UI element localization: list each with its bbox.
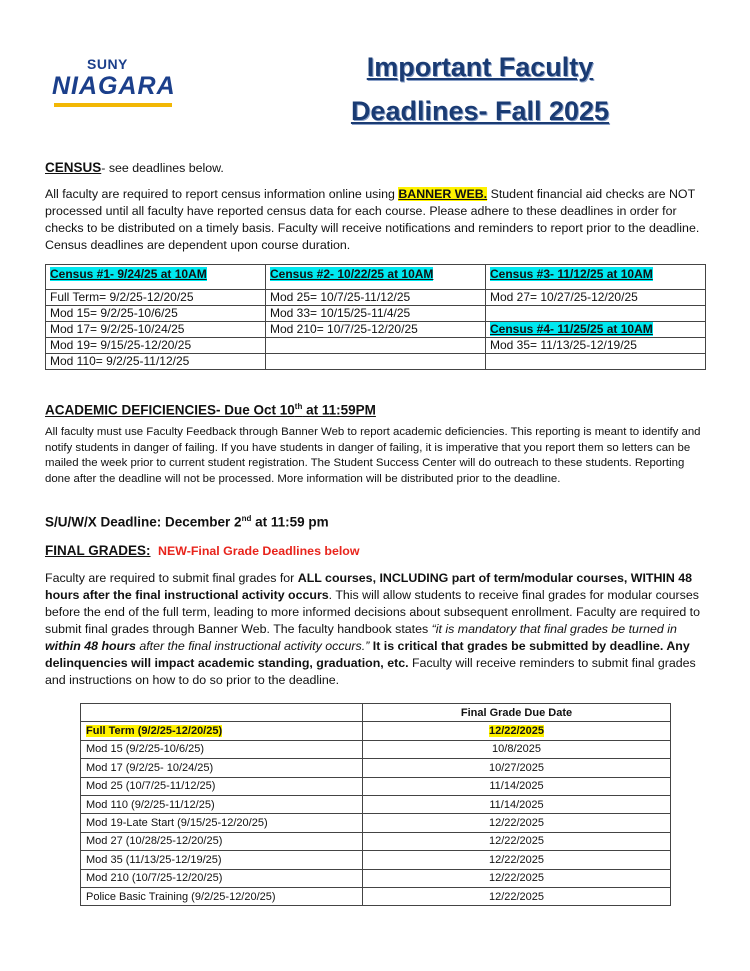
academic-deficiencies-heading — [45, 402, 376, 418]
table-header-empty — [81, 704, 363, 722]
table-row — [46, 290, 706, 306]
term-cell — [81, 722, 363, 740]
census3-label: Census #3- 11/12/25 at 10AM — [490, 267, 653, 281]
census-col3-header — [486, 265, 706, 290]
table-cell: Mod 110= 9/2/25-11/12/25 — [46, 354, 266, 370]
due-cell: 10/8/2025 — [363, 740, 671, 758]
table-cell — [266, 354, 486, 370]
table-cell: Mod 210= 10/7/25-12/20/25 — [266, 322, 486, 338]
final-b1: ALL courses, INCLUDING part of term/modular courses, WITHIN 48 hours after the final instructional activity occurs — [45, 571, 693, 602]
banner-web-highlight: BANNER WEB. — [398, 187, 488, 201]
census-heading-suffix: - see deadlines below. — [101, 161, 224, 175]
term-cell: Mod 35 (11/13/25-12/19/25) — [81, 851, 363, 869]
final-grades-paragraph — [45, 570, 710, 689]
table-cell — [266, 338, 486, 354]
table-cell: Mod 19= 9/15/25-12/20/25 — [46, 338, 266, 354]
census-paragraph — [45, 186, 710, 254]
new-final-grade-note: NEW-Final Grade Deadlines below — [158, 544, 360, 558]
term-cell: Mod 25 (10/7/25-11/12/25) — [81, 777, 363, 795]
final-grade-due-table — [80, 703, 671, 906]
census-heading — [45, 160, 224, 175]
table-row — [81, 759, 671, 777]
table-cell: Mod 33= 10/15/25-11/4/25 — [266, 306, 486, 322]
census-heading-label: CENSUS — [45, 160, 102, 175]
table-row — [46, 306, 706, 322]
final-i1: “it is mandatory that final grades be turned in — [431, 622, 677, 636]
table-row — [81, 814, 671, 832]
due-cell: 12/22/2025 — [363, 869, 671, 887]
term-cell: Mod 210 (10/7/25-12/20/25) — [81, 869, 363, 887]
term-cell: Police Basic Training (9/2/25-12/20/25) — [81, 887, 363, 905]
table-cell: Mod 17= 9/2/25-10/24/25 — [46, 322, 266, 338]
term-cell: Mod 19-Late Start (9/15/25-12/20/25) — [81, 814, 363, 832]
census-para-part2: Student financial aid checks are NOT processed until all faculty have reported census data for each course. Please adhere to these deadlines in order for checks to be distributed on a timely basis. Faculty will receive notifications and reminders to report prior to the deadline. Census deadlines are dependent upon course duration. — [45, 187, 700, 252]
suwx-deadline-heading — [45, 514, 329, 530]
table-cell: Full Term= 9/2/25-12/20/25 — [46, 290, 266, 306]
table-row — [81, 887, 671, 905]
logo-underline-bar — [54, 103, 172, 107]
table-row — [81, 795, 671, 813]
academic-heading-sup: th — [294, 402, 303, 411]
academic-heading-b: at 11:59PM — [302, 402, 376, 418]
suny-niagara-logo — [52, 56, 177, 112]
page-title-line1: Important Faculty — [366, 52, 594, 82]
due-cell: 12/22/2025 — [363, 887, 671, 905]
table-cell — [486, 354, 706, 370]
census1-label: Census #1- 9/24/25 at 10AM — [50, 267, 207, 281]
table-row — [81, 777, 671, 795]
census4-header-cell — [486, 322, 706, 338]
term-cell: Mod 27 (10/28/25-12/20/25) — [81, 832, 363, 850]
suwx-heading-sup: nd — [241, 514, 252, 523]
final-b2: It is critical that grades be submitted by deadline. Any delinquencies will impact academic standing, graduation, etc. — [45, 639, 690, 670]
academic-heading-a: ACADEMIC DEFICIENCIES- Due Oct 10 — [45, 402, 295, 418]
due-cell: 11/14/2025 — [363, 777, 671, 795]
final-ib: within 48 hours — [45, 639, 136, 653]
term-cell: Mod 15 (9/2/25-10/6/25) — [81, 740, 363, 758]
table-row — [81, 832, 671, 850]
table-cell: Mod 35= 11/13/25-12/19/25 — [486, 338, 706, 354]
census-deadlines-table — [45, 264, 706, 370]
due-cell: 12/22/2025 — [363, 832, 671, 850]
table-row — [46, 354, 706, 370]
academic-paragraph: All faculty must use Faculty Feedback through Banner Web to report academic deficiencies. This reporting is meant to identify and notify students in danger of failing. If you have students in danger of failing, it is imperative that you report them so letters can be mailed the week prior to current student registration. The Student Success Center will do outreach to these students. Reporting done after the deadline will not be processed. More information will be distributed prior to the deadline. — [45, 426, 701, 485]
final-i2: after the final instructional activity occurs.” — [135, 639, 370, 653]
final-grades-label: FINAL GRADES: — [45, 543, 151, 558]
table-cell: Mod 27= 10/27/25-12/20/25 — [486, 290, 706, 306]
final-p1: Faculty are required to submit final grades for — [45, 571, 298, 585]
full-term-due-highlight: 12/22/2025 — [488, 725, 545, 738]
table-row — [81, 722, 671, 740]
final-p3: Faculty will receive reminders to submit final grades and instructions on how to do so prior to the deadline. — [45, 656, 696, 687]
table-cell: Mod 25= 10/7/25-11/12/25 — [266, 290, 486, 306]
table-row — [81, 740, 671, 758]
census2-label: Census #2- 10/22/25 at 10AM — [270, 267, 434, 281]
table-row — [46, 322, 706, 338]
term-cell: Mod 17 (9/2/25- 10/24/25) — [81, 759, 363, 777]
grades-table-header-row — [81, 704, 671, 722]
table-row — [81, 851, 671, 869]
final-p2: . This will allow students to receive final grades for modular courses before the end of the full term, leading to more informed decisions about subsequent enrollment. Faculty are required to submit final grades through Banner Web. The faculty handbook states — [45, 588, 701, 636]
due-cell: 12/22/2025 — [363, 851, 671, 869]
table-cell: Mod 15= 9/2/25-10/6/25 — [46, 306, 266, 322]
due-cell — [363, 722, 671, 740]
suwx-heading-a: S/U/W/X Deadline: December 2 — [45, 514, 242, 530]
table-row — [46, 338, 706, 354]
census-col2-header — [266, 265, 486, 290]
logo-niagara-text: NIAGARA — [52, 72, 176, 100]
due-date-header: Final Grade Due Date — [363, 704, 671, 722]
due-cell: 10/27/2025 — [363, 759, 671, 777]
due-cell: 11/14/2025 — [363, 795, 671, 813]
census-table-header-row — [46, 265, 706, 290]
due-cell: 12/22/2025 — [363, 814, 671, 832]
full-term-highlight: Full Term (9/2/25-12/20/25) — [86, 725, 223, 738]
logo-suny-text: SUNY — [87, 56, 128, 72]
term-cell: Mod 110 (9/2/25-11/12/25) — [81, 795, 363, 813]
census-para-part1: All faculty are required to report census information online using — [45, 187, 399, 201]
page-title-line2: Deadlines- Fall 2025 — [350, 96, 610, 126]
table-row — [81, 869, 671, 887]
final-grades-heading — [45, 543, 360, 558]
census4-label: Census #4- 11/25/25 at 10AM — [490, 322, 653, 336]
table-cell — [486, 306, 706, 322]
suwx-heading-b: at 11:59 pm — [251, 514, 329, 530]
census-col1-header — [46, 265, 266, 290]
